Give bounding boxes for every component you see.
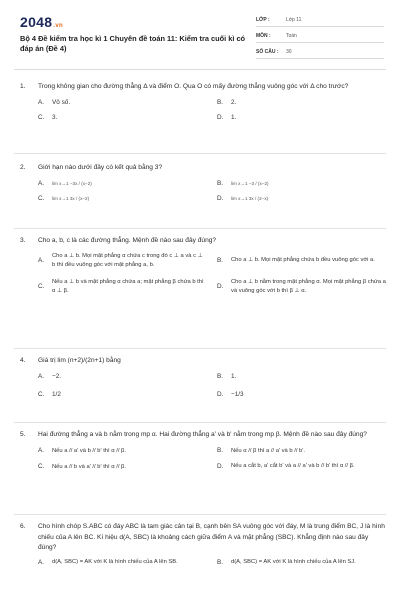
option-key: A.: [38, 179, 45, 187]
option-key: D.: [217, 113, 224, 121]
logo-text: 2048: [20, 14, 53, 30]
option-a[interactable]: [38, 446, 207, 456]
option-key: A.: [38, 372, 45, 380]
option-a[interactable]: [38, 372, 207, 382]
question-text: Cho hình chóp S.ABC có đáy ABC là tam giác cân tại B, cạnh bên SA vuông góc với đáy, M là trung điểm BC, J là hình chiếu của A lên BC. Kí hiệu d(A, SBC) là khoảng cách giữa điểm A và mặt phẳng (SBC). Khẳng định nào sau đây đúng?: [38, 523, 385, 551]
question-3: [20, 236, 386, 296]
option-d[interactable]: [217, 390, 386, 400]
option-text: Vô số.: [52, 98, 71, 106]
question-4: [20, 356, 386, 400]
option-key: A.: [38, 446, 45, 454]
option-text: lim x→1 3x / (2−x): [231, 195, 269, 201]
question-number: 4.: [20, 357, 26, 364]
option-a[interactable]: [38, 252, 207, 270]
option-key: A.: [38, 558, 45, 566]
meta-key: SỐ CÂU :: [256, 48, 279, 55]
option-key: C.: [38, 194, 45, 202]
meta-key: MÔN :: [256, 32, 271, 39]
option-key: B.: [217, 98, 224, 106]
option-text: 3.: [52, 113, 58, 121]
option-key: B.: [217, 446, 224, 454]
option-text: lim x→1 3x / (x−2): [52, 195, 90, 201]
option-text: Nếu a ⊥ b và mặt phẳng α chứa a; mặt phẳng β chứa b thì α ⊥ β.: [52, 278, 204, 294]
meta-row-count: [256, 45, 384, 59]
option-b[interactable]: [217, 372, 386, 382]
site-logo[interactable]: [20, 14, 63, 30]
option-text: d(A, SBC) = AK với K là hình chiếu của A lên SB.: [52, 559, 178, 565]
option-key: B.: [217, 256, 224, 264]
option-a[interactable]: [38, 558, 207, 568]
question-text: Cho a, b, c là các đường thẳng. Mệnh đề nào sau đây đúng?: [38, 237, 217, 244]
logo-suffix: .vn: [53, 23, 63, 29]
option-key: D.: [217, 194, 224, 202]
question-6: [20, 522, 386, 568]
question-divider: [14, 514, 386, 515]
question-number: 5.: [20, 431, 26, 438]
option-key: A.: [38, 98, 45, 106]
option-c[interactable]: [38, 278, 207, 296]
option-text: Nếu a // b và a' // b' thì α // β.: [52, 463, 126, 470]
option-b[interactable]: [217, 98, 386, 108]
option-key: C.: [38, 390, 45, 398]
meta-info: [256, 13, 384, 61]
option-key: B.: [217, 372, 224, 380]
question-divider: [14, 228, 386, 229]
option-text: lim x→1 −3x / (x−2): [52, 180, 92, 186]
meta-value: Lớp 11: [286, 16, 302, 23]
meta-value: Toán: [286, 32, 297, 39]
option-text: −2.: [52, 372, 62, 380]
question-number: 3.: [20, 237, 26, 244]
option-key: B.: [217, 179, 224, 187]
question-2: [20, 163, 386, 204]
meta-row-subject: [256, 29, 384, 43]
option-a[interactable]: [38, 179, 207, 189]
meta-row-class: [256, 13, 384, 27]
option-key: D.: [217, 282, 224, 290]
option-d[interactable]: [217, 194, 386, 204]
meta-value: 30: [286, 48, 292, 55]
meta-key: LỚP :: [256, 16, 270, 23]
option-b[interactable]: [217, 446, 386, 456]
option-b[interactable]: [217, 179, 386, 189]
document-title: Bộ 4 Đề kiểm tra học kì 1 Chuyên đề toán 11: Kiểm tra cuối kì có đáp án (Đề 4): [20, 34, 246, 53]
option-key: D.: [217, 390, 224, 398]
option-b[interactable]: [217, 558, 386, 568]
option-c[interactable]: [38, 390, 207, 400]
question-divider: [14, 348, 386, 349]
option-key: A.: [38, 256, 45, 264]
option-text: Cho a ⊥ b nằm trong mặt phẳng α. Mọi mặt phẳng β chứa a và vuông góc với b thì β ⊥ α.: [231, 278, 386, 294]
option-b[interactable]: [217, 252, 386, 270]
option-text: 1.: [231, 113, 237, 121]
question-number: 1.: [20, 83, 26, 90]
option-c[interactable]: [38, 113, 207, 123]
question-5: [20, 430, 386, 472]
option-text: 2.: [231, 98, 237, 106]
option-c[interactable]: [38, 194, 207, 204]
option-text: Cho a ⊥ b. Mọi mặt phẳng α chứa c trong đó c ⊥ a và c ⊥ b thì đều vuông góc với mặt phẳng a, b.: [52, 252, 203, 268]
option-text: 1.: [231, 372, 237, 380]
option-text: Nếu α // β thì a // a' và b // b'.: [231, 447, 305, 454]
option-text: 1/2: [52, 390, 61, 398]
question-1: [20, 82, 386, 123]
question-text: Hai đường thẳng a và b nằm trong mp α. Hai đường thẳng a' và b' nằm trong mp β. Mệnh đề nào sau đây đúng?: [38, 431, 367, 438]
option-key: C.: [38, 462, 45, 470]
option-text: Nếu a // a' và b // b' thì α // β.: [52, 447, 126, 454]
option-c[interactable]: [38, 462, 207, 472]
option-text: −1/3: [231, 390, 244, 398]
option-d[interactable]: [217, 462, 386, 472]
option-text: Cho a ⊥ b. Mọi mặt phẳng chứa b đều vuông góc với a.: [231, 257, 375, 263]
option-d[interactable]: [217, 278, 386, 296]
option-d[interactable]: [217, 113, 386, 123]
option-key: C.: [38, 282, 45, 290]
option-key: C.: [38, 113, 45, 121]
option-a[interactable]: [38, 98, 207, 108]
question-number: 2.: [20, 164, 26, 171]
question-text: Giới hạn nào dưới đây có kết quả bằng 3?: [38, 164, 163, 171]
header-divider: [14, 69, 386, 70]
option-key: B.: [217, 558, 224, 566]
question-text: Giá trị lim (n+2)/(2n+1) bằng: [38, 357, 121, 364]
question-divider: [14, 153, 386, 154]
question-divider: [14, 422, 386, 423]
option-text: d(A, SBC) = AK với K là hình chiếu của A lên SJ.: [231, 559, 356, 565]
question-number: 6.: [20, 523, 26, 530]
question-text: Trong không gian cho đường thẳng Δ và điểm O. Qua O có mấy đường thẳng vuông góc với Δ cho trước?: [38, 83, 349, 90]
option-text: lim x→1 −3 / (x−2): [231, 180, 269, 186]
option-key: D.: [217, 462, 224, 470]
option-text: Nếu a cắt b, a' cắt b' và a // a' và b // b' thì α // β.: [231, 463, 355, 469]
